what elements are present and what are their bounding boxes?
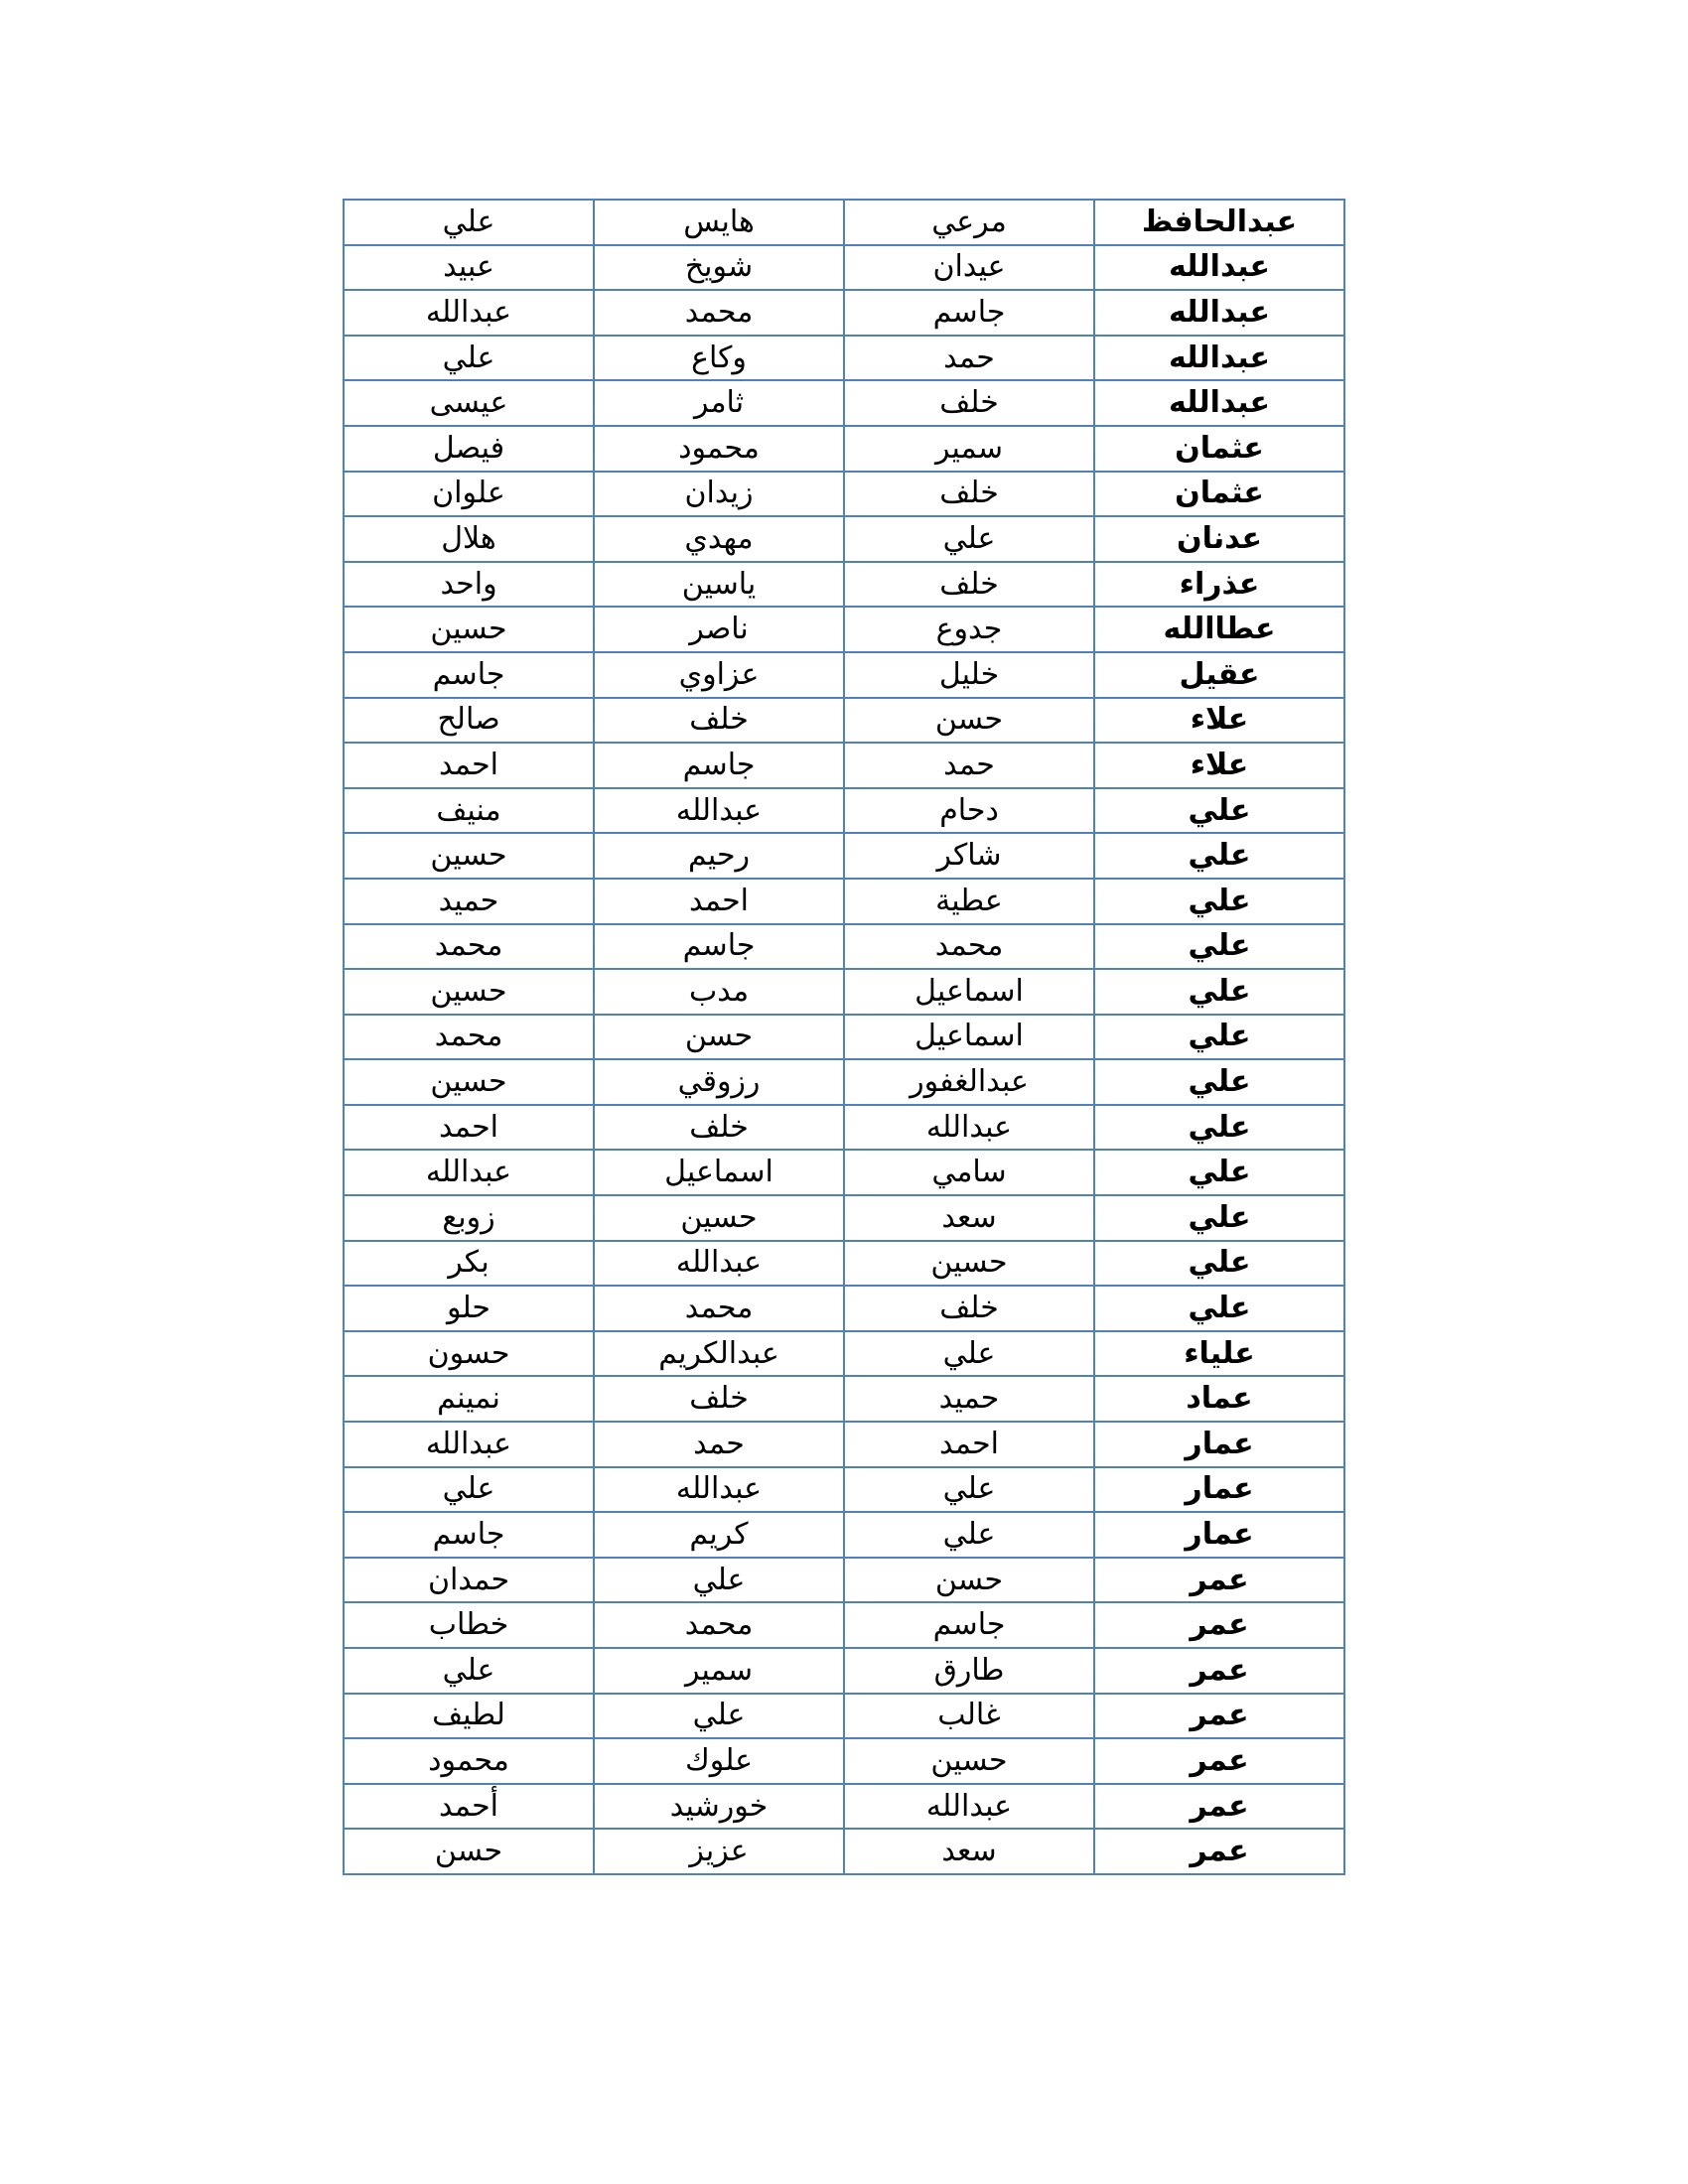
name-cell: لطيف — [344, 1694, 594, 1739]
name-cell: حسن — [344, 1829, 594, 1874]
name-cell: حميد — [344, 879, 594, 924]
name-cell: سعد — [844, 1829, 1094, 1874]
name-cell: ثامر — [594, 380, 844, 426]
first-name-cell: علاء — [1094, 698, 1344, 744]
name-cell: رزوقي — [594, 1059, 844, 1105]
first-name-cell: علي — [1094, 1150, 1344, 1195]
name-cell: خورشيد — [594, 1784, 844, 1830]
names-table — [343, 199, 1345, 1875]
name-cell: علي — [844, 1331, 1094, 1377]
name-cell: منيف — [344, 788, 594, 834]
name-cell: جاسم — [844, 290, 1094, 336]
name-cell: نمينم — [344, 1376, 594, 1422]
name-cell: خليل — [844, 652, 1094, 698]
table-row — [344, 426, 1344, 472]
name-cell: حسين — [594, 1195, 844, 1241]
name-cell: دحام — [844, 788, 1094, 834]
table-row — [344, 1015, 1344, 1060]
name-cell: احمد — [344, 743, 594, 788]
name-cell: علي — [844, 516, 1094, 562]
table-row — [344, 1512, 1344, 1558]
name-cell: علي — [344, 1467, 594, 1513]
name-cell: احمد — [344, 1105, 594, 1151]
table-row — [344, 1558, 1344, 1603]
first-name-cell: علي — [1094, 969, 1344, 1015]
table-row — [344, 1241, 1344, 1287]
name-cell: عبدالله — [594, 1467, 844, 1513]
name-cell: حسن — [594, 1015, 844, 1060]
first-name-cell: عبدالله — [1094, 336, 1344, 381]
table-row — [344, 380, 1344, 426]
name-cell: علي — [344, 1648, 594, 1694]
table-row — [344, 969, 1344, 1015]
name-cell: زيدان — [594, 472, 844, 517]
name-cell: محمد — [344, 1015, 594, 1060]
name-cell: عبدالله — [844, 1105, 1094, 1151]
name-cell: سعد — [844, 1195, 1094, 1241]
first-name-cell: عقيل — [1094, 652, 1344, 698]
table-row — [344, 698, 1344, 744]
name-cell: غالب — [844, 1694, 1094, 1739]
name-cell: علي — [844, 1467, 1094, 1513]
name-cell: واحد — [344, 562, 594, 608]
name-cell: خلف — [594, 1376, 844, 1422]
name-cell: حسين — [344, 833, 594, 879]
first-name-cell: علي — [1094, 833, 1344, 879]
name-cell: حلو — [344, 1286, 594, 1331]
first-name-cell: عمار — [1094, 1512, 1344, 1558]
first-name-cell: عبدالله — [1094, 290, 1344, 336]
name-cell: جاسم — [594, 743, 844, 788]
first-name-cell: علي — [1094, 879, 1344, 924]
name-cell: حسن — [844, 698, 1094, 744]
name-cell: حمد — [844, 336, 1094, 381]
name-cell: علي — [594, 1558, 844, 1603]
first-name-cell: علي — [1094, 1195, 1344, 1241]
table-row — [344, 879, 1344, 924]
name-cell: خلف — [594, 1105, 844, 1151]
table-row — [344, 1694, 1344, 1739]
table-row — [344, 472, 1344, 517]
table-row — [344, 743, 1344, 788]
name-cell: محمود — [344, 1738, 594, 1784]
name-cell: ناصر — [594, 607, 844, 652]
name-cell: طارق — [844, 1648, 1094, 1694]
name-cell: زوبع — [344, 1195, 594, 1241]
first-name-cell: عمر — [1094, 1784, 1344, 1830]
table-row — [344, 1602, 1344, 1648]
name-cell: خلف — [844, 562, 1094, 608]
table-row — [344, 336, 1344, 381]
name-cell: جاسم — [344, 652, 594, 698]
name-cell: بكر — [344, 1241, 594, 1287]
table-row — [344, 607, 1344, 652]
name-cell: حميد — [844, 1376, 1094, 1422]
first-name-cell: علي — [1094, 1015, 1344, 1060]
name-cell: شويخ — [594, 245, 844, 291]
table-row — [344, 1422, 1344, 1467]
table-row — [344, 1150, 1344, 1195]
first-name-cell: عمار — [1094, 1467, 1344, 1513]
table-row — [344, 1059, 1344, 1105]
table-row — [344, 1195, 1344, 1241]
name-cell: عزاوي — [594, 652, 844, 698]
first-name-cell: عماد — [1094, 1376, 1344, 1422]
table-row — [344, 652, 1344, 698]
name-cell: فيصل — [344, 426, 594, 472]
first-name-cell: عمر — [1094, 1602, 1344, 1648]
name-cell: عيدان — [844, 245, 1094, 291]
name-cell: عزيز — [594, 1829, 844, 1874]
first-name-cell: عمر — [1094, 1738, 1344, 1784]
name-cell: عبدالكريم — [594, 1331, 844, 1377]
name-cell: حمدان — [344, 1558, 594, 1603]
name-cell: مرعي — [844, 200, 1094, 245]
name-cell: جاسم — [594, 924, 844, 970]
first-name-cell: عبدالله — [1094, 380, 1344, 426]
name-cell: كريم — [594, 1512, 844, 1558]
first-name-cell: علي — [1094, 1286, 1344, 1331]
name-cell: علوك — [594, 1738, 844, 1784]
first-name-cell: علي — [1094, 788, 1344, 834]
name-cell: جاسم — [344, 1512, 594, 1558]
table-row — [344, 1648, 1344, 1694]
name-cell: أحمد — [344, 1784, 594, 1830]
first-name-cell: علياء — [1094, 1331, 1344, 1377]
first-name-cell: عذراء — [1094, 562, 1344, 608]
table-row — [344, 200, 1344, 245]
name-cell: خلف — [844, 380, 1094, 426]
name-cell: صالح — [344, 698, 594, 744]
first-name-cell: عدنان — [1094, 516, 1344, 562]
names-table-body — [344, 200, 1344, 1874]
name-cell: خلف — [844, 1286, 1094, 1331]
table-row — [344, 1738, 1344, 1784]
name-cell: مدب — [594, 969, 844, 1015]
name-cell: عبدالله — [344, 1422, 594, 1467]
name-cell: خلف — [844, 472, 1094, 517]
name-cell: هلال — [344, 516, 594, 562]
name-cell: جدوع — [844, 607, 1094, 652]
name-cell: مهدي — [594, 516, 844, 562]
name-cell: رحيم — [594, 833, 844, 879]
first-name-cell: علاء — [1094, 743, 1344, 788]
name-cell: محمد — [594, 1602, 844, 1648]
name-cell: خطاب — [344, 1602, 594, 1648]
name-cell: محمود — [594, 426, 844, 472]
name-cell: خلف — [594, 698, 844, 744]
table-row — [344, 245, 1344, 291]
name-cell: عبيد — [344, 245, 594, 291]
name-cell: عبدالله — [344, 290, 594, 336]
first-name-cell: علي — [1094, 924, 1344, 970]
name-cell: عيسى — [344, 380, 594, 426]
name-cell: حسين — [844, 1241, 1094, 1287]
name-cell: هايس — [594, 200, 844, 245]
name-cell: سامي — [844, 1150, 1094, 1195]
name-cell: علوان — [344, 472, 594, 517]
table-row — [344, 833, 1344, 879]
first-name-cell: عمر — [1094, 1694, 1344, 1739]
name-cell: احمد — [844, 1422, 1094, 1467]
table-row — [344, 924, 1344, 970]
name-cell: علي — [844, 1512, 1094, 1558]
name-cell: عبدالله — [844, 1784, 1094, 1830]
first-name-cell: عبدالحافظ — [1094, 200, 1344, 245]
name-cell: اسماعيل — [844, 1015, 1094, 1060]
first-name-cell: عمر — [1094, 1829, 1344, 1874]
name-cell: حسون — [344, 1331, 594, 1377]
name-cell: عبدالله — [594, 1241, 844, 1287]
name-cell: حمد — [844, 743, 1094, 788]
name-cell: جاسم — [844, 1602, 1094, 1648]
first-name-cell: علي — [1094, 1105, 1344, 1151]
name-cell: حسين — [344, 969, 594, 1015]
table-row — [344, 1331, 1344, 1377]
table-row — [344, 290, 1344, 336]
first-name-cell: عطاالله — [1094, 607, 1344, 652]
name-cell: حسين — [344, 1059, 594, 1105]
name-cell: علي — [594, 1694, 844, 1739]
name-cell: محمد — [594, 1286, 844, 1331]
name-cell: محمد — [844, 924, 1094, 970]
first-name-cell: عثمان — [1094, 472, 1344, 517]
first-name-cell: علي — [1094, 1059, 1344, 1105]
name-cell: علي — [344, 200, 594, 245]
table-row — [344, 562, 1344, 608]
table-row — [344, 1467, 1344, 1513]
name-cell: شاكر — [844, 833, 1094, 879]
name-cell: عطية — [844, 879, 1094, 924]
first-name-cell: عثمان — [1094, 426, 1344, 472]
name-cell: حسين — [344, 607, 594, 652]
name-cell: وكاع — [594, 336, 844, 381]
name-cell: اسماعيل — [844, 969, 1094, 1015]
table-row — [344, 516, 1344, 562]
name-cell: حمد — [594, 1422, 844, 1467]
table-row — [344, 1829, 1344, 1874]
first-name-cell: عمر — [1094, 1648, 1344, 1694]
first-name-cell: علي — [1094, 1241, 1344, 1287]
name-cell: سمير — [844, 426, 1094, 472]
table-row — [344, 1376, 1344, 1422]
table-row — [344, 1105, 1344, 1151]
name-cell: حسين — [844, 1738, 1094, 1784]
name-cell: محمد — [594, 290, 844, 336]
name-cell: محمد — [344, 924, 594, 970]
name-cell: علي — [344, 336, 594, 381]
first-name-cell: عمر — [1094, 1558, 1344, 1603]
first-name-cell: عمار — [1094, 1422, 1344, 1467]
first-name-cell: عبدالله — [1094, 245, 1344, 291]
name-cell: اسماعيل — [594, 1150, 844, 1195]
name-cell: حسن — [844, 1558, 1094, 1603]
name-cell: سمير — [594, 1648, 844, 1694]
name-cell: عبدالله — [594, 788, 844, 834]
name-cell: عبدالغفور — [844, 1059, 1094, 1105]
table-row — [344, 1286, 1344, 1331]
name-cell: عبدالله — [344, 1150, 594, 1195]
table-row — [344, 1784, 1344, 1830]
table-row — [344, 788, 1344, 834]
name-cell: ياسين — [594, 562, 844, 608]
name-cell: احمد — [594, 879, 844, 924]
